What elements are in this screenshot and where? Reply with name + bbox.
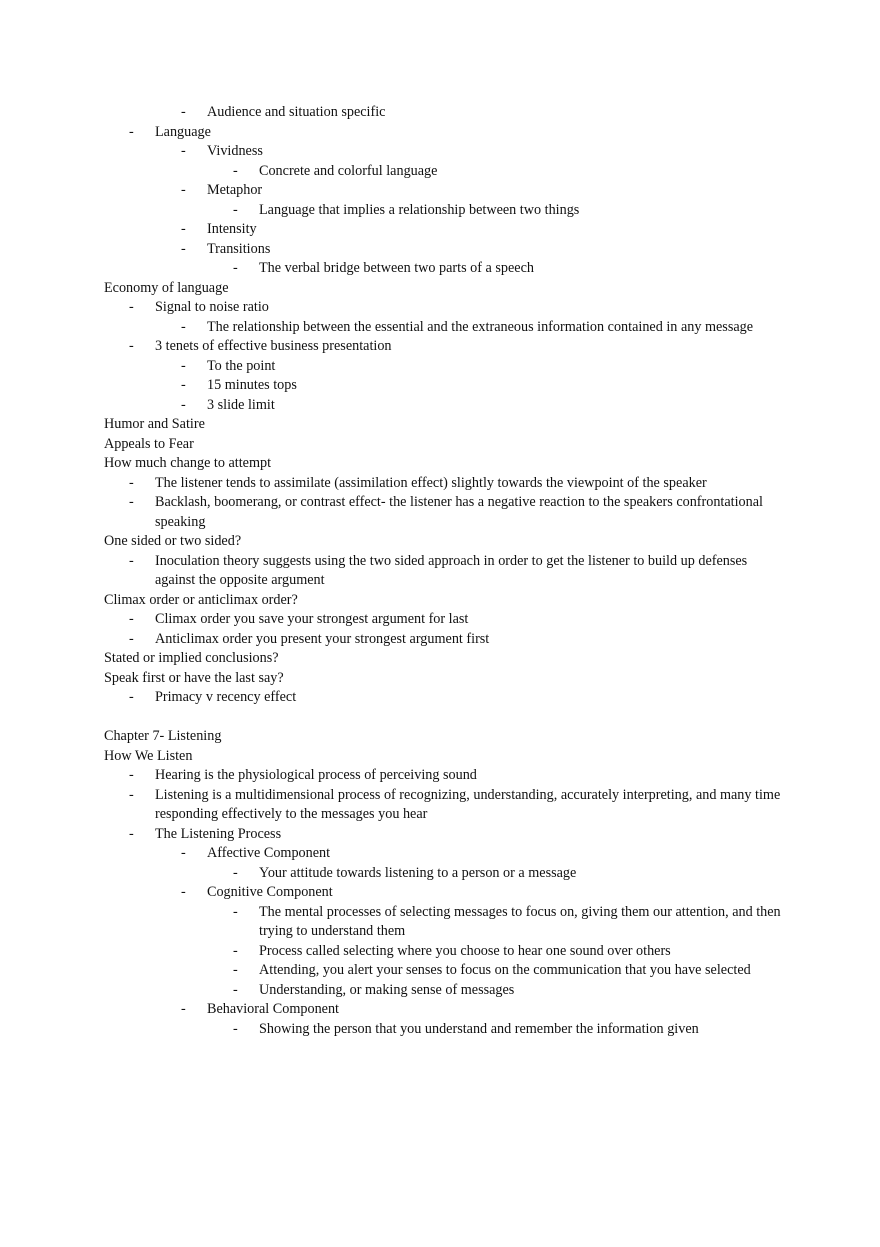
bullet-dash: - xyxy=(129,825,134,842)
outline-heading xyxy=(104,532,784,552)
outline-bullet-item xyxy=(104,240,784,260)
bullet-dash: - xyxy=(233,981,238,998)
outline-text: Intensity xyxy=(207,221,257,237)
outline-bullet-item xyxy=(104,357,784,377)
bullet-dash: - xyxy=(129,786,134,803)
bullet-dash: - xyxy=(129,630,134,647)
outline-bullet-item xyxy=(104,396,784,416)
outline-text: Signal to noise ratio xyxy=(155,299,269,315)
outline-bullet-item xyxy=(104,1020,784,1040)
outline-text: The Listening Process xyxy=(155,825,282,842)
outline-text: Understanding, or making sense of messages xyxy=(259,981,515,998)
outline-text: Audience and situation specific xyxy=(207,104,386,120)
outline-bullet-item xyxy=(104,766,784,786)
outline-text: Chapter 7- Listening xyxy=(104,728,222,744)
outline-text: Inoculation theory suggests using the two sided approach in order to get the listener to build up defenses against the opposite argument xyxy=(155,552,748,588)
outline-text: Listening is a multidimensional process of recognizing, understanding, accurately interpreting, and many time responding effectively to the messages you hear xyxy=(155,786,781,822)
outline-heading xyxy=(104,747,784,767)
outline-bullet-item xyxy=(104,903,784,942)
outline-heading xyxy=(104,727,784,747)
outline-text: Speak first or have the last say? xyxy=(104,669,284,686)
bullet-dash: - xyxy=(129,299,134,315)
outline-text: Economy of language xyxy=(104,279,229,296)
bullet-dash: - xyxy=(181,240,186,257)
outline-text: Transitions xyxy=(207,240,271,257)
outline-bullet-item xyxy=(104,786,784,825)
outline-text: Affective Component xyxy=(207,845,331,861)
bullet-dash: - xyxy=(181,182,186,198)
outline-heading xyxy=(104,454,784,474)
bullet-dash: - xyxy=(129,767,134,783)
outline-bullet-item xyxy=(104,883,784,903)
outline-text: Appeals to Fear xyxy=(104,435,194,452)
bullet-dash: - xyxy=(181,318,186,335)
outline-text: The relationship between the essential and the extraneous information contained in any message xyxy=(207,318,754,335)
bullet-dash: - xyxy=(181,845,186,861)
outline-text: Concrete and colorful language xyxy=(259,162,438,179)
outline-bullet-item xyxy=(104,162,784,182)
outline-text: Anticlimax order you present your strongest argument first xyxy=(155,630,490,647)
outline-text: To the point xyxy=(207,357,276,374)
outline-text: Showing the person that you understand and remember the information given xyxy=(259,1020,699,1037)
bullet-dash: - xyxy=(181,377,186,393)
outline-text: The verbal bridge between two parts of a speech xyxy=(259,260,534,276)
outline-bullet-item xyxy=(104,942,784,962)
outline-bullet-item xyxy=(104,864,784,884)
outline-bullet-item xyxy=(104,103,784,123)
outline-bullet-item xyxy=(104,201,784,221)
bullet-dash: - xyxy=(181,884,186,900)
bullet-dash: - xyxy=(233,260,238,276)
bullet-dash: - xyxy=(233,903,238,920)
outline-text: How We Listen xyxy=(104,747,193,764)
bullet-dash: - xyxy=(233,864,238,881)
outline-bullet-item xyxy=(104,220,784,240)
outline-text: Metaphor xyxy=(207,182,263,198)
bullet-dash: - xyxy=(233,201,238,218)
bullet-dash: - xyxy=(233,1020,238,1037)
outline-bullet-item xyxy=(104,688,784,708)
bullet-dash: - xyxy=(181,357,186,374)
outline-text: Climax order or anticlimax order? xyxy=(104,591,298,608)
outline-text: Process called selecting where you choose to hear one sound over others xyxy=(259,942,671,959)
outline-bullet-item xyxy=(104,493,784,532)
outline-bullet-item xyxy=(104,552,784,591)
outline-text: Cognitive Component xyxy=(207,884,333,900)
outline-text: Your attitude towards listening to a person or a message xyxy=(259,864,577,881)
outline-bullet-item xyxy=(104,825,784,845)
bullet-dash: - xyxy=(129,123,134,140)
outline-text: Language that implies a relationship between two things xyxy=(259,201,580,218)
outline-bullet-item xyxy=(104,142,784,162)
outline-bullet-item xyxy=(104,981,784,1001)
outline-bullet-item xyxy=(104,298,784,318)
blank-line xyxy=(104,708,784,728)
outline-text: 3 tenets of effective business presentation xyxy=(155,338,392,354)
outline-text: 3 slide limit xyxy=(207,396,275,413)
bullet-dash: - xyxy=(181,221,186,237)
outline-heading xyxy=(104,415,784,435)
bullet-dash: - xyxy=(129,494,134,510)
bullet-dash: - xyxy=(129,552,134,569)
outline-text: Primacy v recency effect xyxy=(155,689,297,705)
outline-bullet-item xyxy=(104,1000,784,1020)
bullet-dash: - xyxy=(181,396,186,413)
bullet-dash: - xyxy=(181,104,186,120)
outline-bullet-item xyxy=(104,844,784,864)
bullet-dash: - xyxy=(129,611,134,627)
outline-bullet-item xyxy=(104,259,784,279)
outline-bullet-item xyxy=(104,630,784,650)
outline-bullet-item xyxy=(104,474,784,494)
outline-text: Stated or implied conclusions? xyxy=(104,650,279,666)
outline-bullet-item xyxy=(104,181,784,201)
outline-heading xyxy=(104,669,784,689)
outline-heading xyxy=(104,649,784,669)
outline-text: Behavioral Component xyxy=(207,1001,339,1017)
outline-text: Humor and Satire xyxy=(104,416,205,432)
outline-notes xyxy=(104,103,784,1039)
outline-bullet-item xyxy=(104,376,784,396)
bullet-dash: - xyxy=(233,962,238,978)
outline-text: How much change to attempt xyxy=(104,455,272,471)
bullet-dash: - xyxy=(233,162,238,179)
outline-bullet-item xyxy=(104,123,784,143)
outline-heading xyxy=(104,279,784,299)
bullet-dash: - xyxy=(181,1001,186,1017)
outline-heading xyxy=(104,435,784,455)
outline-text: Attending, you alert your senses to focus on the communication that you have selected xyxy=(259,962,751,978)
outline-heading xyxy=(104,591,784,611)
outline-text: The listener tends to assimilate (assimilation effect) slightly towards the viewpoint of the speaker xyxy=(155,474,707,491)
outline-text: Hearing is the physiological process of perceiving sound xyxy=(155,767,477,783)
outline-text: Backlash, boomerang, or contrast effect- the listener has a negative reaction to the speakers confrontational speaking xyxy=(155,494,763,530)
bullet-dash: - xyxy=(233,942,238,959)
bullet-dash: - xyxy=(129,338,134,354)
outline-text: The mental processes of selecting messages to focus on, giving them our attention, and then trying to understand them xyxy=(259,903,781,939)
outline-text: Vividness xyxy=(207,143,263,159)
outline-text: One sided or two sided? xyxy=(104,533,242,549)
outline-bullet-item xyxy=(104,610,784,630)
outline-text: Climax order you save your strongest argument for last xyxy=(155,611,469,627)
bullet-dash: - xyxy=(129,689,134,705)
outline-text: 15 minutes tops xyxy=(207,377,297,393)
outline-bullet-item xyxy=(104,961,784,981)
outline-text: Language xyxy=(155,123,211,140)
outline-bullet-item xyxy=(104,318,784,338)
bullet-dash: - xyxy=(181,143,186,159)
outline-bullet-item xyxy=(104,337,784,357)
bullet-dash: - xyxy=(129,474,134,491)
